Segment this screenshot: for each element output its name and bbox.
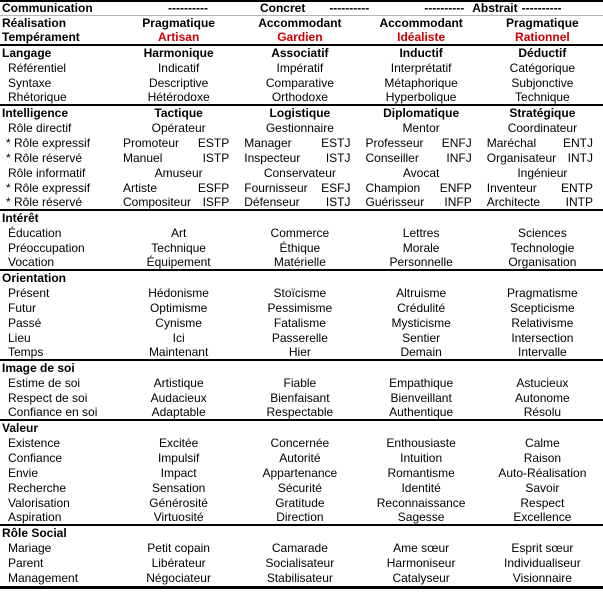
- role-name: Inspecteur: [244, 151, 301, 165]
- trait-value: Sécurité: [277, 481, 322, 495]
- role-name: Promoteur: [123, 136, 180, 150]
- role-name: Organisateur: [486, 151, 557, 165]
- trait-value: Stratégique: [509, 106, 576, 120]
- table-row: [0, 241, 603, 256]
- trait-value: Scepticisme: [510, 301, 575, 315]
- trait-value: Raison: [523, 451, 562, 465]
- mbti-type-code: ISTJ: [325, 151, 351, 165]
- mbti-type-code: ESFJ: [321, 181, 351, 195]
- trait-value: Virtuosité: [153, 510, 204, 524]
- trait-value: Accommodant: [258, 16, 342, 30]
- table-row: [0, 256, 603, 271]
- table-row: [0, 2, 603, 16]
- table-row: [0, 346, 603, 361]
- table-row: [0, 391, 603, 406]
- row-label: Management: [8, 571, 79, 585]
- trait-value: Intuition: [400, 451, 443, 465]
- trait-value: Intervalle: [518, 345, 567, 359]
- trait-value: Personnelle: [389, 255, 453, 269]
- table-row: [0, 46, 603, 61]
- trait-value: Métaphorique: [384, 76, 458, 90]
- row-label: Confiance: [8, 451, 63, 465]
- trait-value: Cynisme: [155, 316, 202, 330]
- trait-value: Autonome: [515, 391, 570, 405]
- row-label: Référentiel: [8, 61, 67, 75]
- trait-value: Passerelle: [271, 331, 328, 345]
- trait-value: Éthique: [279, 241, 321, 255]
- table-row: [0, 376, 603, 391]
- role-name: Fournisseur: [244, 181, 308, 195]
- trait-value: Art: [170, 226, 187, 240]
- table-row: [0, 76, 603, 91]
- row-label: Rôle informatif: [8, 166, 86, 180]
- role-type-cell: [118, 181, 239, 196]
- trait-value: Conservateur: [263, 166, 336, 180]
- trait-value: Concernée: [270, 436, 330, 450]
- trait-value: Descriptive: [148, 76, 209, 90]
- scale-pole-label: Abstrait: [472, 1, 518, 15]
- table-row: [0, 286, 603, 301]
- table-row: [0, 556, 603, 571]
- row-label: Existence: [8, 436, 61, 450]
- role-name: Professeur: [365, 136, 424, 150]
- table-row: [0, 301, 603, 316]
- row-label: Langage: [2, 46, 52, 60]
- trait-value: Organisation: [508, 255, 577, 269]
- table-row: [0, 61, 603, 76]
- trait-value: Harmoniseur: [386, 556, 456, 570]
- role-name: Manager: [244, 136, 292, 150]
- table-row: [0, 451, 603, 466]
- role-name: Compositeur: [123, 195, 192, 209]
- trait-value: Excitée: [158, 436, 199, 450]
- trait-value: Générosité: [149, 496, 208, 510]
- table-row: [0, 136, 603, 151]
- section-header-row: [0, 361, 603, 376]
- trait-value: Bienfaisant: [270, 391, 330, 405]
- table-row: [0, 571, 603, 586]
- trait-value: Adaptable: [151, 405, 206, 419]
- row-label: Recherche: [8, 481, 67, 495]
- dash-separator: ----------: [424, 1, 465, 15]
- trait-value: Petit copain: [147, 541, 210, 555]
- dash-separator: ----------: [329, 1, 370, 15]
- role-type-cell: [361, 151, 482, 166]
- role-type-cell: [361, 195, 482, 210]
- mbti-type-code: INFJ: [446, 151, 472, 165]
- trait-value: Comparative: [265, 76, 334, 90]
- mbti-type-code: ESTP: [197, 136, 230, 150]
- trait-value: Lettres: [402, 226, 440, 240]
- role-name: Conseiller: [365, 151, 419, 165]
- trait-value: Visionnaire: [512, 571, 572, 585]
- mbti-type-code: INFP: [444, 195, 472, 209]
- trait-value: Stoïcisme: [273, 286, 327, 300]
- row-label: Rôle directif: [8, 121, 72, 135]
- role-type-cell: [118, 136, 239, 151]
- row-label: Image de soi: [2, 361, 75, 375]
- trait-value: Enthousiaste: [386, 436, 456, 450]
- table-row: [0, 91, 603, 106]
- table-row: [0, 466, 603, 481]
- row-label: Orientation: [2, 271, 67, 285]
- table-row: [0, 166, 603, 181]
- trait-value: Résolu: [523, 405, 562, 419]
- row-label: * Rôle expressif: [6, 136, 91, 150]
- trait-value: Respectable: [266, 405, 334, 419]
- trait-value: Logistique: [269, 106, 331, 120]
- role-name: Défenseur: [244, 195, 300, 209]
- trait-value: Savoir: [525, 481, 560, 495]
- role-name: Champion: [365, 181, 421, 195]
- trait-value: Relativisme: [511, 316, 574, 330]
- trait-value: Optimisme: [149, 301, 208, 315]
- trait-value: Négociateur: [146, 571, 211, 585]
- trait-value: Excellence: [513, 510, 572, 524]
- trait-value: Autorité: [279, 451, 321, 465]
- trait-value: Altruisme: [396, 286, 447, 300]
- section-header-row: [0, 526, 603, 541]
- row-label: Tempérament: [2, 30, 80, 44]
- trait-value: Impact: [160, 466, 197, 480]
- trait-value: Astucieux: [516, 376, 569, 390]
- role-type-cell: [361, 136, 482, 151]
- trait-value: Reconnaissance: [376, 496, 466, 510]
- role-type-cell: [118, 151, 239, 166]
- row-label: Mariage: [8, 541, 52, 555]
- trait-value: Orthodoxe: [271, 90, 328, 104]
- trait-value: Auto-Réalisation: [498, 466, 587, 480]
- row-label: Futur: [8, 301, 37, 315]
- row-label: Valorisation: [8, 496, 70, 510]
- trait-value: Appartenance: [262, 466, 338, 480]
- role-type-cell: [239, 181, 360, 196]
- dash-separator: ----------: [168, 1, 208, 15]
- trait-value: Équipement: [146, 255, 211, 269]
- trait-value: Hyperbolique: [385, 90, 457, 104]
- trait-value: Déductif: [518, 46, 567, 60]
- mbti-type-code: ESTJ: [321, 136, 351, 150]
- trait-value: Ingénieur: [517, 166, 568, 180]
- trait-value: Sensation: [151, 481, 206, 495]
- row-label: Lieu: [8, 331, 31, 345]
- row-label: Envie: [8, 466, 39, 480]
- trait-value: Romantisme: [387, 466, 455, 480]
- trait-value: Socialisateur: [265, 556, 335, 570]
- row-label: Communication: [2, 1, 93, 15]
- trait-value: Intersection: [511, 331, 574, 345]
- trait-value: Sciences: [518, 226, 567, 240]
- mbti-type-code: ISFP: [202, 195, 230, 209]
- scale-pole-label: Concret: [259, 1, 306, 15]
- trait-value: Ici: [172, 331, 185, 345]
- dash-separator: ----------: [521, 1, 562, 15]
- trait-value: Gratitude: [275, 496, 325, 510]
- table-row: [0, 16, 603, 31]
- trait-value: Pragmatique: [506, 16, 579, 30]
- trait-value: Mentor: [402, 121, 440, 135]
- role-type-cell: [482, 136, 603, 151]
- row-label: Vocation: [8, 255, 55, 269]
- trait-value: Impératif: [276, 61, 324, 75]
- row-label: Présent: [8, 286, 50, 300]
- row-label: Parent: [8, 556, 44, 570]
- role-name: Architecte: [486, 195, 541, 209]
- mbti-type-code: ENTJ: [563, 136, 593, 150]
- role-type-cell: [482, 181, 603, 196]
- role-name: Artiste: [123, 181, 158, 195]
- trait-value: Artistique: [153, 376, 204, 390]
- section-header-row: [0, 271, 603, 286]
- trait-value: Harmonique: [143, 46, 214, 60]
- role-type-cell: [482, 195, 603, 210]
- trait-value: Accommodant: [379, 16, 463, 30]
- trait-value: Fiable: [283, 376, 317, 390]
- trait-value: Impulsif: [157, 451, 200, 465]
- trait-value: Identité: [401, 481, 441, 495]
- trait-value: Maintenant: [148, 345, 209, 359]
- row-label: Éducation: [8, 226, 62, 240]
- trait-value: Morale: [402, 241, 440, 255]
- trait-value: Indicatif: [157, 61, 200, 75]
- trait-value: Gestionnaire: [265, 121, 334, 135]
- mbti-type-code: ENFP: [439, 181, 472, 195]
- table-row: [0, 331, 603, 346]
- trait-value: Subjonctive: [511, 76, 574, 90]
- table-row: [0, 496, 603, 511]
- table-row: [0, 226, 603, 241]
- section-header-row: [0, 211, 603, 226]
- trait-value: Avocat: [402, 166, 440, 180]
- trait-value: Pragmatique: [142, 16, 215, 30]
- row-label: Syntaxe: [8, 76, 52, 90]
- table-row: [0, 121, 603, 136]
- trait-value: Demain: [400, 345, 442, 359]
- trait-value: Individualiseur: [504, 556, 581, 570]
- trait-value: Technique: [151, 241, 206, 255]
- row-label: Rhétorique: [8, 90, 67, 104]
- mbti-type-code: ISTJ: [325, 195, 351, 209]
- trait-value: Empathique: [389, 376, 454, 390]
- role-type-cell: [118, 195, 239, 210]
- role-name: Inventeur: [486, 181, 537, 195]
- trait-value: Diplomatique: [383, 106, 460, 120]
- mbti-type-code: INTP: [565, 195, 593, 209]
- table-row: [0, 406, 603, 421]
- trait-value: Tactique: [154, 106, 203, 120]
- trait-value: Bienveillant: [390, 391, 452, 405]
- trait-value: Artisan: [157, 30, 200, 44]
- trait-value: Opérateur: [151, 121, 206, 135]
- trait-value: Esprit sœur: [511, 541, 574, 555]
- role-type-cell: [239, 151, 360, 166]
- table-row: [0, 316, 603, 331]
- table-row: [0, 541, 603, 556]
- table-row: [0, 436, 603, 451]
- role-type-cell: [482, 151, 603, 166]
- trait-value: Coordinateur: [507, 121, 578, 135]
- table-row: [0, 106, 603, 121]
- row-label: Préoccupation: [8, 241, 85, 255]
- trait-value: Catégorique: [509, 61, 576, 75]
- table-row: [0, 511, 603, 526]
- row-label: Intérêt: [2, 211, 39, 225]
- role-name: Manuel: [123, 151, 163, 165]
- trait-value: Commerce: [270, 226, 330, 240]
- role-name: Maréchal: [486, 136, 537, 150]
- row-label: Réalisation: [2, 16, 67, 30]
- role-type-cell: [361, 181, 482, 196]
- row-label: Rôle Social: [2, 526, 67, 540]
- trait-value: Gardien: [277, 30, 323, 44]
- trait-value: Amuseur: [154, 166, 203, 180]
- trait-value: Inductif: [399, 46, 443, 60]
- trait-value: Stabilisateur: [266, 571, 333, 585]
- trait-value: Calme: [525, 436, 560, 450]
- mbti-type-code: ESFP: [197, 181, 230, 195]
- trait-value: Pessimisme: [267, 301, 333, 315]
- trait-value: Libérateur: [151, 556, 206, 570]
- trait-value: Hétérodoxe: [147, 90, 210, 104]
- row-label: * Rôle réservé: [6, 151, 83, 165]
- trait-value: Ame sœur: [393, 541, 450, 555]
- trait-value: Audacieux: [150, 391, 207, 405]
- trait-value: Direction: [276, 510, 324, 524]
- trait-value: Fatalisme: [273, 316, 326, 330]
- row-label: * Rôle réservé: [6, 195, 83, 209]
- trait-value: Respect: [520, 496, 565, 510]
- row-label: Intelligence: [2, 106, 69, 120]
- trait-value: Interprétatif: [390, 61, 452, 75]
- row-label: * Rôle expressif: [6, 181, 91, 195]
- mbti-type-code: ENTP: [560, 181, 593, 195]
- trait-value: Crédulité: [397, 301, 446, 315]
- trait-value: Technique: [515, 90, 570, 104]
- trait-value: Matérielle: [273, 255, 326, 269]
- trait-value: Sagesse: [397, 510, 445, 524]
- trait-value: Camarade: [271, 541, 328, 555]
- trait-value: Sentier: [402, 331, 441, 345]
- row-label: Passé: [8, 316, 42, 330]
- row-label: Temps: [8, 345, 44, 359]
- mbti-type-code: INTJ: [567, 151, 593, 165]
- table-row: [0, 196, 603, 211]
- trait-value: Rationnel: [515, 30, 570, 44]
- mbti-type-code: ENFJ: [441, 136, 472, 150]
- mbti-type-code: ISTP: [202, 151, 230, 165]
- table-row: [0, 151, 603, 166]
- trait-value: Technologie: [510, 241, 575, 255]
- row-label: Confiance en soi: [8, 405, 98, 419]
- trait-value: Hédonisme: [148, 286, 209, 300]
- concret-abstrait-scale: [118, 1, 603, 16]
- trait-value: Idéaliste: [397, 30, 446, 44]
- table-row: [0, 31, 603, 46]
- section-header-row: [0, 421, 603, 436]
- row-label: Respect de soi: [8, 391, 88, 405]
- role-type-cell: [239, 195, 360, 210]
- trait-value: Mysticisme: [391, 316, 451, 330]
- trait-value: Hier: [288, 345, 311, 359]
- trait-value: Associatif: [271, 46, 329, 60]
- role-name: Guérisseur: [365, 195, 425, 209]
- trait-value: Pragmatisme: [507, 286, 578, 300]
- row-label: Valeur: [2, 421, 39, 435]
- row-label: Aspiration: [8, 510, 62, 524]
- table-row: [0, 481, 603, 496]
- row-label: Estime de soi: [8, 376, 81, 390]
- table-row: [0, 181, 603, 196]
- role-type-cell: [239, 136, 360, 151]
- trait-value: Catalyseur: [392, 571, 450, 585]
- trait-value: Authentique: [389, 405, 454, 419]
